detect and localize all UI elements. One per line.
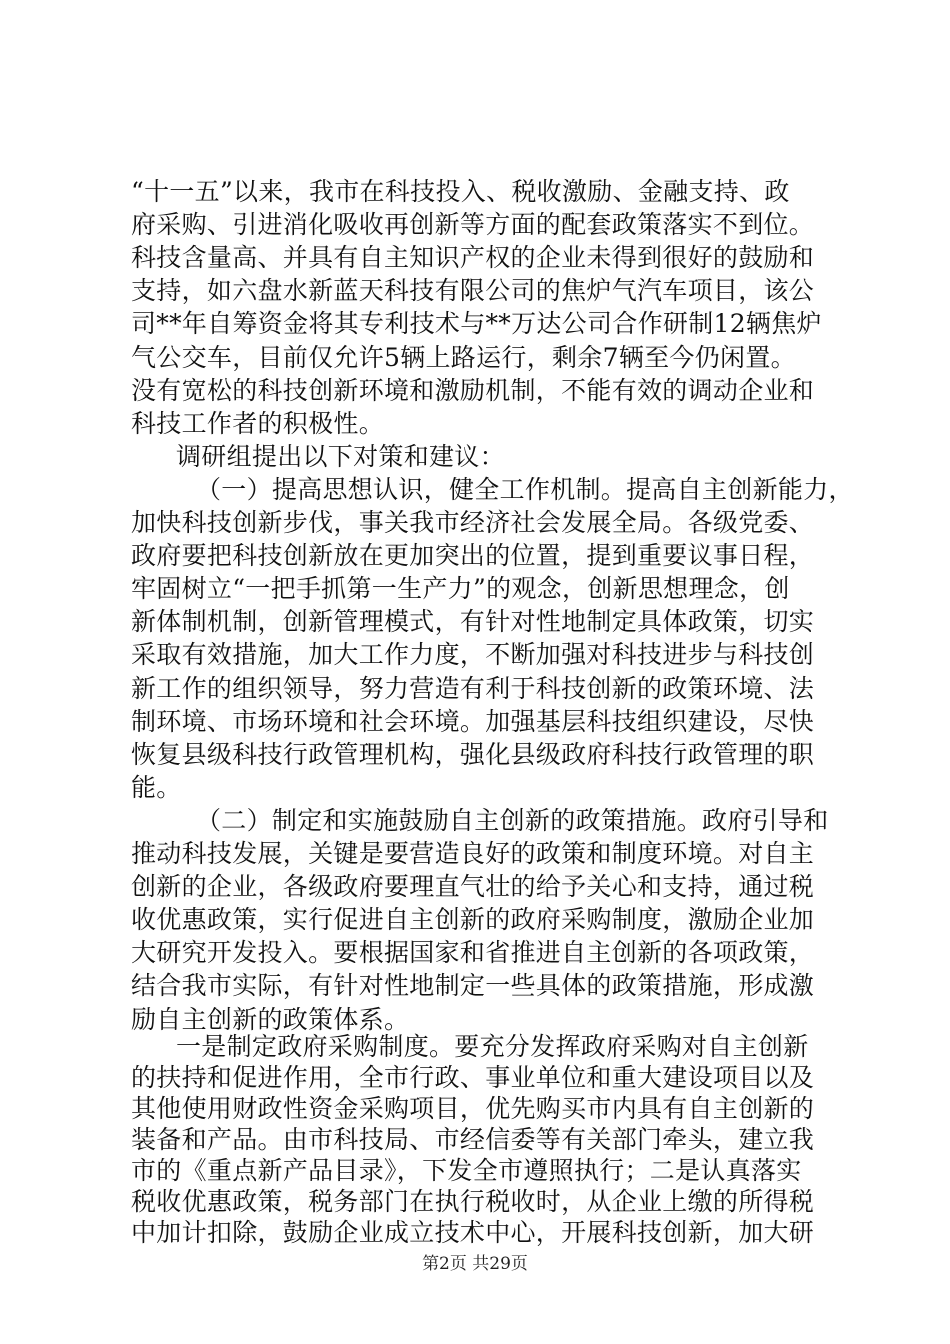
body-text-line: 制环境、市场环境和社会环境。加强基层科技组织建设，尽快	[131, 706, 815, 736]
body-text-line: 恢复县级科技行政管理机构，强化县级政府科技行政管理的职	[131, 739, 815, 769]
body-text-line: 没有宽松的科技创新环境和激励机制，不能有效的调动企业和	[131, 375, 815, 405]
body-text-line: 加快科技创新步伐，事关我市经济社会发展全局。各级党委、	[131, 508, 815, 537]
body-text-line: 科技工作者的积极性。	[131, 408, 385, 438]
body-text-line: 气公交车，目前仅允许5辆上路运行，剩余7辆至今仍闲置。	[131, 342, 796, 372]
body-text-line: 励自主创新的政策体系。	[131, 1004, 410, 1034]
body-text-line: 中加计扣除，鼓励企业成立技术中心，开展科技创新，加大研	[131, 1218, 815, 1247]
body-text-line: 的扶持和促进作用，全市行政、事业单位和重大建设项目以及	[131, 1063, 815, 1092]
body-text-line: 牢固树立“一把手抓第一生产力”的观念，创新思想理念，创	[131, 574, 790, 604]
paragraph-start-line: 一是制定政府采购制度。要充分发挥政府采购对自主创新	[176, 1032, 809, 1061]
body-text-line: 司**年自筹资金将其专利技术与**万达公司合作研制12辆焦炉	[131, 309, 822, 339]
body-text-line: 大研究开发投入。要根据国家和省推进自主创新的各项政策，	[131, 938, 815, 968]
body-text-line: 能。	[131, 772, 182, 802]
body-text-line: 科技含量高、并具有自主知识产权的企业未得到很好的鼓励和	[131, 243, 815, 273]
section-heading-line: （二）制定和实施鼓励自主创新的政策措施。政府引导和	[196, 805, 829, 835]
body-text-line: 支持，如六盘水新蓝天科技有限公司的焦炉气汽车项目，该公	[131, 276, 815, 306]
body-text-line: 新工作的组织领导，努力营造有利于科技创新的政策环境、法	[131, 673, 815, 703]
body-text-line: 税收优惠政策，税务部门在执行税收时，从企业上缴的所得税	[131, 1187, 815, 1216]
section-heading-line: （一）提高思想认识，健全工作机制。提高自主创新能力，	[196, 474, 854, 504]
body-text-line: 市的《重点新产品目录》，下发全市遵照执行；二是认真落实	[131, 1156, 802, 1185]
body-text-line: 其他使用财政性资金采购项目，优先购买市内具有自主创新的	[131, 1094, 815, 1123]
body-text-line: 收优惠政策，实行促进自主创新的政府采购制度，激励企业加	[131, 905, 815, 935]
page-number-footer: 第2页 共29页	[422, 1254, 528, 1274]
body-text-line: 新体制机制，创新管理模式，有针对性地制定具体政策，切实	[131, 607, 815, 637]
body-text-line: 政府要把科技创新放在更加突出的位置，提到重要议事日程，	[131, 541, 815, 571]
body-text-line: 推动科技发展，关键是要营造良好的政策和制度环境。对自主	[131, 839, 815, 868]
paragraph-heading-line: 调研组提出以下对策和建议：	[176, 441, 505, 471]
body-text-line: 结合我市实际，有针对性地制定一些具体的政策措施，形成激	[131, 971, 815, 1001]
body-text-line: 府采购、引进消化吸收再创新等方面的配套政策落实不到位。	[131, 210, 815, 240]
body-text-line: 装备和产品。由市科技局、市经信委等有关部门牵头，建立我	[131, 1125, 815, 1154]
body-text-line: 创新的企业，各级政府要理直气壮的给予关心和支持，通过税	[131, 872, 815, 902]
body-text-line: 采取有效措施，加大工作力度，不断加强对科技进步与科技创	[131, 640, 815, 670]
body-text-line: “十一五”以来，我市在科技投入、税收激励、金融支持、政	[131, 177, 790, 206]
